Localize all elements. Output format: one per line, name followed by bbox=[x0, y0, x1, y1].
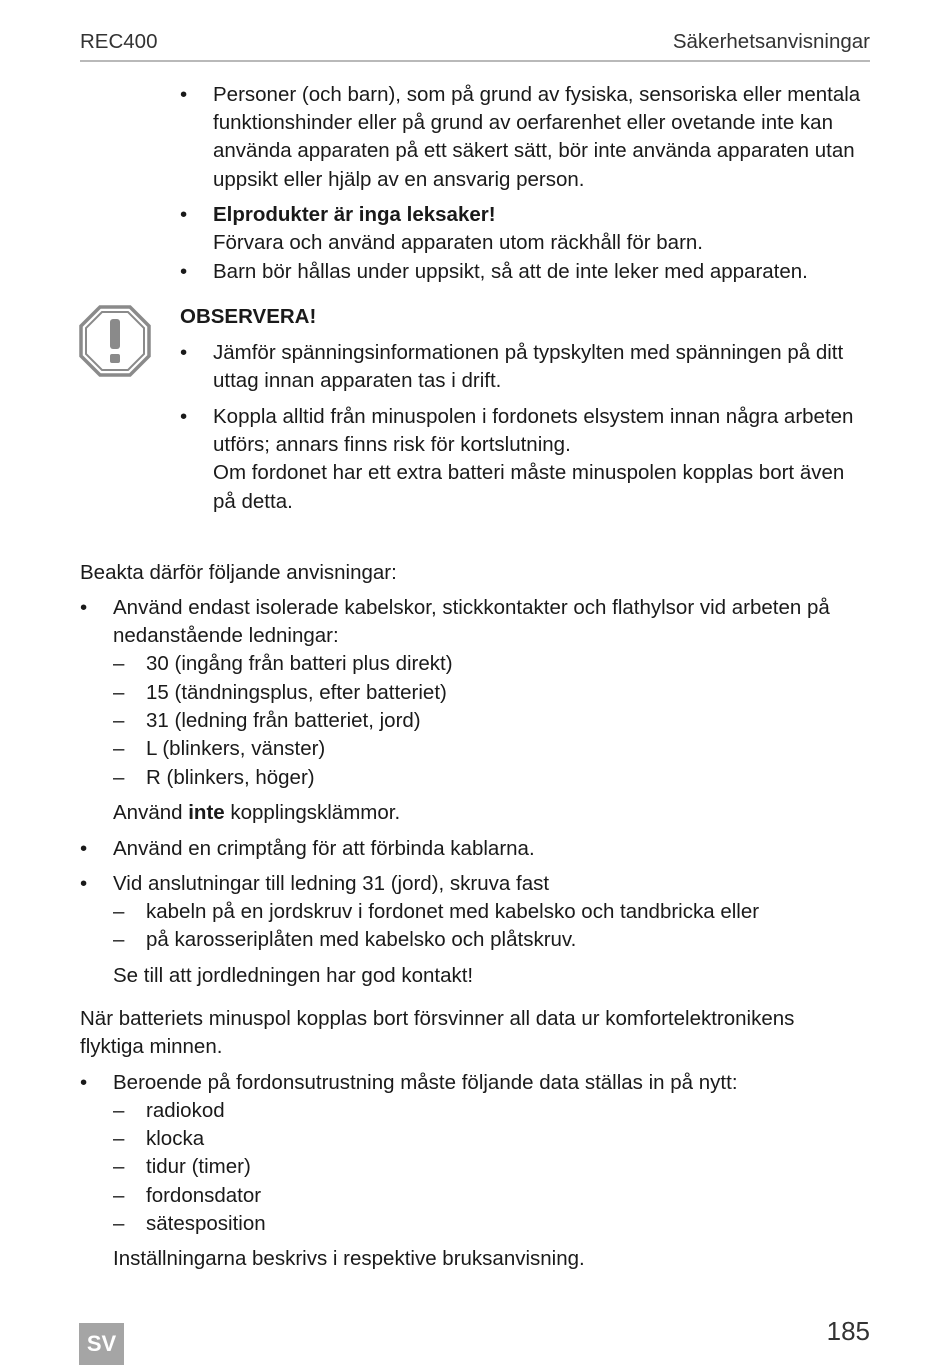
text-line: När batteriets minuspol kopplas bort försvinner all data ur komfortelektronikens bbox=[80, 1007, 795, 1030]
text-line: utförs; annars finns risk för kortslutning. bbox=[213, 433, 571, 456]
text-line: funktionshinder eller på grund av oerfarenhet eller ovetande inte kan bbox=[213, 111, 833, 134]
text-line: Personer (och barn), som på grund av fysiska, sensoriska eller mentala bbox=[213, 83, 861, 106]
intro-text: Beakta därför följande anvisningar: bbox=[80, 561, 397, 584]
text-line: använda apparaten på ett säkert sätt, bör inte använda apparaten utan bbox=[213, 139, 855, 162]
page-header bbox=[80, 28, 870, 62]
bullet-dot: • bbox=[80, 837, 88, 860]
bullet-dot: • bbox=[80, 596, 88, 619]
bold-heading: Elprodukter är inga leksaker! bbox=[213, 203, 496, 226]
text-line: Använd endast isolerade kabelskor, stickkontakter och flathylsor vid arbeten på bbox=[113, 596, 830, 619]
text-line: Jämför spänningsinformationen på typskylten med spänningen på ditt bbox=[213, 341, 844, 364]
bullet-dot: • bbox=[180, 405, 188, 428]
bullet-dot: • bbox=[80, 872, 88, 895]
text-line: uttag innan apparaten tas i drift. bbox=[213, 369, 502, 392]
text-line: Beroende på fordonsutrustning måste följande data ställas in på nytt: bbox=[113, 1071, 738, 1094]
text-line: Förvara och använd apparaten utom räckhåll för barn. bbox=[213, 231, 703, 254]
bullet-dot: • bbox=[180, 341, 188, 364]
note-text: Använd inte kopplingsklämmor. bbox=[113, 801, 401, 824]
header-product: REC400 bbox=[80, 30, 158, 53]
exclamation-octagon-icon bbox=[79, 305, 151, 377]
header-section: Säkerhetsanvisningar bbox=[672, 30, 870, 53]
note-text: Inställningarna beskrivs i respektive bruksanvisning. bbox=[113, 1247, 585, 1270]
text-line: flyktiga minnen. bbox=[80, 1035, 223, 1058]
observera-title: OBSERVERA! bbox=[180, 305, 317, 328]
bullet-dot: • bbox=[180, 203, 188, 226]
text-line: Barn bör hållas under uppsikt, så att de inte leker med apparaten. bbox=[213, 260, 808, 283]
text-line: på detta. bbox=[213, 490, 293, 513]
text-line: Vid anslutningar till ledning 31 (jord), skruva fast bbox=[113, 872, 550, 895]
bullet-dot: • bbox=[180, 83, 188, 106]
bullet-dot: • bbox=[180, 260, 188, 283]
text-line: nedanstående ledningar: bbox=[113, 624, 339, 647]
text-line: Koppla alltid från minuspolen i fordonets elsystem innan några arbeten bbox=[213, 405, 854, 428]
page-number: 185 bbox=[826, 1316, 870, 1346]
bullet-dot: • bbox=[80, 1071, 88, 1094]
text-line: Använd en crimptång för att förbinda kablarna. bbox=[113, 837, 535, 860]
note-text: Se till att jordledningen har god kontakt! bbox=[113, 964, 474, 987]
language-tab: SV bbox=[79, 1323, 124, 1365]
text-line: Om fordonet har ett extra batteri måste minuspolen kopplas bort även bbox=[213, 461, 845, 484]
text-line: uppsikt eller hjälp av en ansvarig person. bbox=[213, 168, 585, 191]
